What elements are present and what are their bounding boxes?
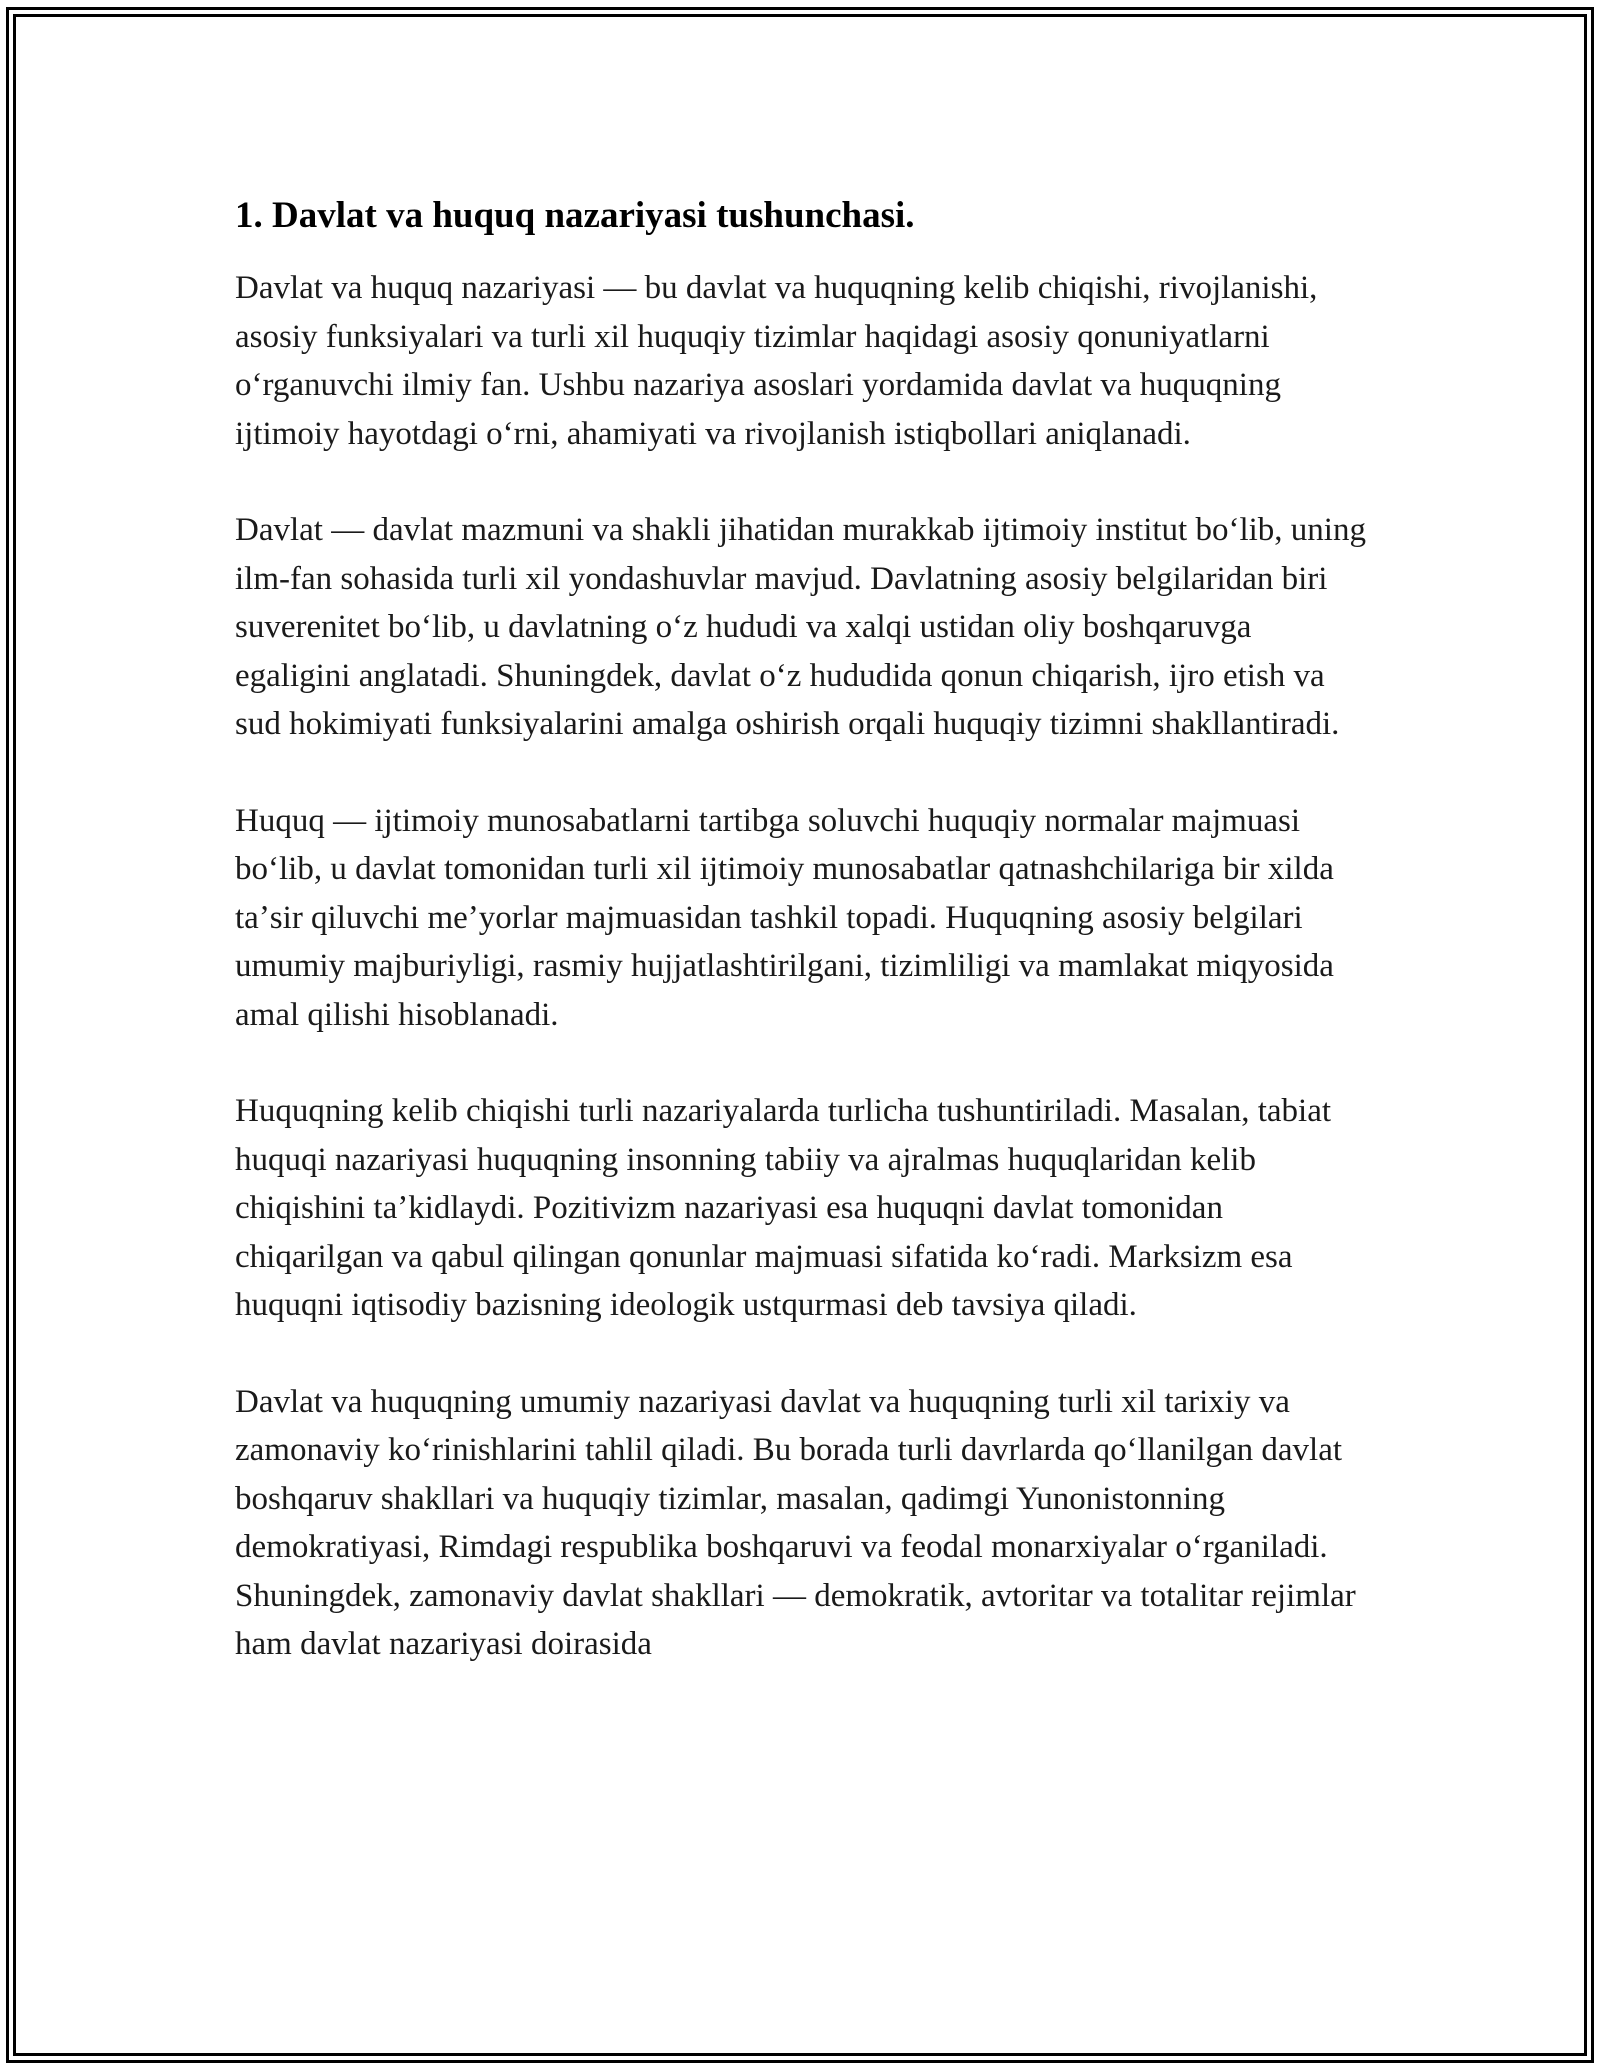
paragraph-5: Davlat va huquqning umumiy nazariyasi davlat va huquqning turli xil tarixiy va zamonaviy koʻrinishlarini tahlil qiladi. Bu borada turli davrlarda qoʻllanilgan davlat boshqaruv shakllari va huquqiy tizimlar, masalan, qadimgi Yunonistonning demokratiyasi, Rimdagi respublika boshqaruvi va feodal monarxiyalar oʻrganiladi. Shuningdek, zamonaviy davlat shakllari — demokratik, avtoritar va totalitar rejimlar ham davlat nazariyasi doirasida (235, 1383, 1356, 1662)
paragraph-4: Huquqning kelib chiqishi turli nazariyalarda turlicha tushuntiriladi. Masalan, tabiat huquqi nazariyasi huquqning insonning tabiiy va ajralmas huquqlaridan kelib chiqishini taʼkidlaydi. Pozitivizm nazariyasi esa huquqni davlat tomonidan chiqarilgan va qabul qilingan qonunlar majmuasi sifatida koʻradi. Marksizm esa huquqni iqtisodiy bazisning ideologik ustqurmasi deb tavsiya qiladi. (235, 1093, 1332, 1323)
paragraph-3: Huquq — ijtimoiy munosabatlarni tartibga soluvchi huquqiy normalar majmuasi boʻlib, u davlat tomonidan turli xil ijtimoiy munosabatlar qatnashchilariga bir xilda taʼsir qiluvchi meʼyorlar majmuasidan tashkil topadi. Huquqning asosiy belgilari umumiy majburiyligi, rasmiy hujjatlashtirilgani, tizimliligi va mamlakat miqyosida amal qilishi hisoblanadi. (235, 802, 1334, 1033)
document-body (235, 188, 1375, 1669)
section-heading: 1. Davlat va huquq nazariyasi tushunchasi. (235, 195, 915, 236)
paragraph-2: Davlat — davlat mazmuni va shakli jihatidan murakkab ijtimoiy institut boʻlib, uning ilm-fan sohasida turli xil yondashuvlar mavjud. Davlatning asosiy belgilaridan biri suverenitet boʻlib, u davlatning oʻz hududi va xalqi ustidan oliy boshqaruvga egaligini anglatadi. Shuningdek, davlat oʻz hududida qonun chiqarish, ijro etish va sud hokimiyati funksiyalarini amalga oshirish orqali huquqiy tizimni shakllantiradi. (235, 512, 1366, 742)
paragraph-1: Davlat va huquq nazariyasi — bu davlat va huquqning kelib chiqishi, rivojlanishi, asosiy funksiyalari va turli xil huquqiy tizimlar haqidagi asosiy qonuniyatlarni oʻrganuvchi ilmiy fan. Ushbu nazariya asoslari yordamida davlat va huquqning ijtimoiy hayotdagi oʻrni, ahamiyati va rivojlanish istiqbollari aniqlanadi. (235, 270, 1318, 452)
